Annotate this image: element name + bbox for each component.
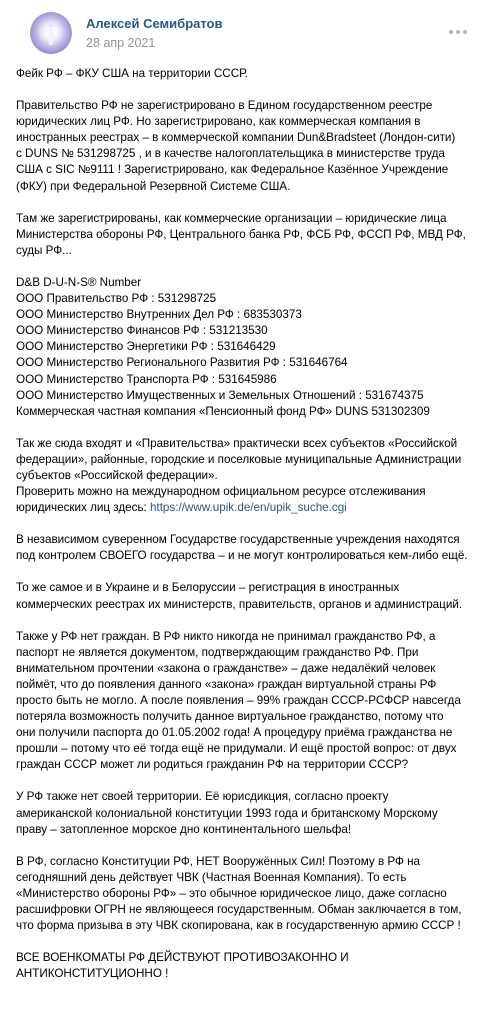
text-line: ООО Министерство Энергетики РФ : 531646429	[16, 340, 276, 354]
post-paragraph	[16, 98, 472, 195]
text-line: В независимом суверенном Государстве государственные учреждения находятся	[16, 533, 460, 547]
text-line: В РФ, согласно Конституции РФ, НЕТ Вооружённых Сил! Поэтому в РФ на	[16, 854, 421, 868]
text-line: граждан СССР может ли родиться гражданин РФ на территории СССР?	[16, 758, 409, 772]
post-text	[16, 66, 472, 982]
post-date[interactable]: 28 апр 2021	[86, 36, 156, 50]
text-line: поймёт, что до появления данного «закона» граждан виртуальной страны РФ	[16, 677, 437, 691]
text-line: Проверить можно на международном официальном ресурсе отслеживания	[16, 485, 426, 499]
post-paragraph	[16, 629, 472, 774]
text-line: Также у РФ нет граждан. В РФ никто никогда не принимал гражданство РФ, а	[16, 629, 436, 643]
text-line: Фейк РФ – ФКУ США на территории СССР.	[16, 67, 248, 80]
text-line: паспорт не является документом, подтверждающим гражданство РФ. При	[16, 645, 419, 659]
text-line: Правительство РФ не зарегистрировано в Едином государственном реестре	[16, 99, 433, 113]
text-line: У РФ также нет своей территории. Её юрисдикция, согласно проекту	[16, 790, 389, 804]
text-line: То же самое и в Украине и в Белоруссии – регистрация в иностранных	[16, 581, 400, 595]
text-line: ООО Министерство Транспорта РФ : 531645986	[16, 372, 277, 386]
avatar-figure-icon	[30, 12, 72, 54]
text-line: Там же зарегистрированы, как коммерческие организации – юридические лица	[16, 211, 447, 225]
post-paragraph	[16, 854, 472, 934]
post-paragraph	[16, 275, 472, 420]
post-paragraph	[16, 950, 472, 982]
text-line: ООО Правительство РФ : 531298725	[16, 292, 217, 306]
text-line: субъектов «Российской федерации».	[16, 468, 218, 482]
text-line: иностранных реестрах – в коммерческой компании Dun&Bradsteet (Лондон-сити)	[16, 131, 456, 145]
text-line: сегодняшний день действует ЧВК (Частная Военная Компания). То есть	[16, 870, 407, 884]
post-paragraph	[16, 580, 472, 612]
text-line: ООО Министерство Финансов РФ : 531213530	[16, 324, 268, 338]
text-line: D&B D-U-N-S® Number	[16, 275, 142, 289]
text-line: потеряла возможность получить данное виртуальное гражданство, потому что	[16, 710, 444, 724]
text-line: ВСЕ ВОЕНКОМАТЫ РФ ДЕЙСТВУЮТ ПРОТИВОЗАКОННО И	[16, 951, 349, 965]
upik-link[interactable]: https://www.upik.de/en/upik_suche.cgi	[150, 501, 347, 515]
post-paragraphs-before	[16, 66, 472, 420]
text-line: Министерства обороны РФ, Центрального банка РФ, ФСБ РФ, ФССП РФ, МВД РФ,	[16, 227, 466, 241]
text-line: с DUNS № 531298725 , и в качестве налогоплательщика в министерстве труда	[16, 147, 445, 161]
text-line: АНТИКОНСТИТУЦИОННО !	[16, 967, 169, 981]
text-line: юридических лиц РФ. Но зарегистрировано, как коммерческая компания в	[16, 115, 421, 129]
text-line: (ФКУ) при Федеральной Резервной Системе США.	[16, 179, 291, 193]
text-line: расшифровки ОГРН не являющееся государственным. Обман заключается в том,	[16, 903, 462, 917]
link-prefix: юридических лиц здесь:	[16, 501, 150, 515]
text-line: коммерческих реестрах их министерств, правительств, органов и администраций.	[16, 597, 463, 611]
post-paragraph	[16, 211, 472, 259]
text-line: они получили паспорта до 01.05.2002 года! А процедуру приёма гражданства не	[16, 726, 453, 740]
text-line: Так же сюда входят и «Правительства» практически всех субъектов «Российской	[16, 436, 458, 450]
text-line: праву – затопленное морское дно континентального шельфа!	[16, 822, 352, 836]
post-paragraphs-after	[16, 532, 472, 982]
author-name[interactable]: Алексей Семибратов	[86, 16, 223, 31]
text-line: ООО Министерство Имущественных и Земельных Отношений : 531674375	[16, 388, 424, 402]
text-line: суды РФ...	[16, 243, 72, 257]
more-horizontal-icon[interactable]	[446, 22, 470, 42]
text-line: внимательном прочтении «закона о гражданстве» – даже недалёкий человек	[16, 661, 436, 675]
text-line: что форма призыва в эту ЧВК скопирована, как в государственную армию СССР !	[16, 919, 461, 933]
text-line: американской колониальной конституции 1993 года и британскому Морскому	[16, 806, 438, 820]
post-paragraph	[16, 789, 472, 837]
text-line: просто быть не могло. А после появления – 99% граждан СССР-РСФСР навсегда	[16, 694, 461, 707]
text-line: «Министерство обороны РФ» – это обычное юридическое лицо, даже согласно	[16, 886, 447, 900]
author-block	[86, 16, 223, 51]
post-header	[16, 0, 472, 66]
post-paragraph	[16, 532, 472, 564]
text-line: федерации», районные, городские и поселковые муниципальные Администрации	[16, 452, 462, 466]
text-line: ООО Министерство Внутренних Дел РФ : 683530373	[16, 308, 302, 322]
post-paragraph	[16, 66, 472, 82]
avatar[interactable]	[30, 12, 72, 54]
text-line: Коммерческая частная компания «Пенсионный фонд РФ» DUNS 531302309	[16, 404, 430, 418]
text-line: ООО Министерство Регионального Развития РФ : 531646764	[16, 356, 348, 370]
text-line: США с SIC №9111 ! Зарегистрировано, как Федеральное Казённое Учреждение	[16, 163, 449, 177]
post-paragraph-with-link	[16, 436, 472, 516]
text-line: прошли – потому что её тогда ещё не придумали. И ещё простой вопрос: от двух	[16, 742, 457, 756]
text-line: под контролем СВОЕГО государства – и не могут контролироваться кем-либо ещё.	[16, 549, 468, 563]
